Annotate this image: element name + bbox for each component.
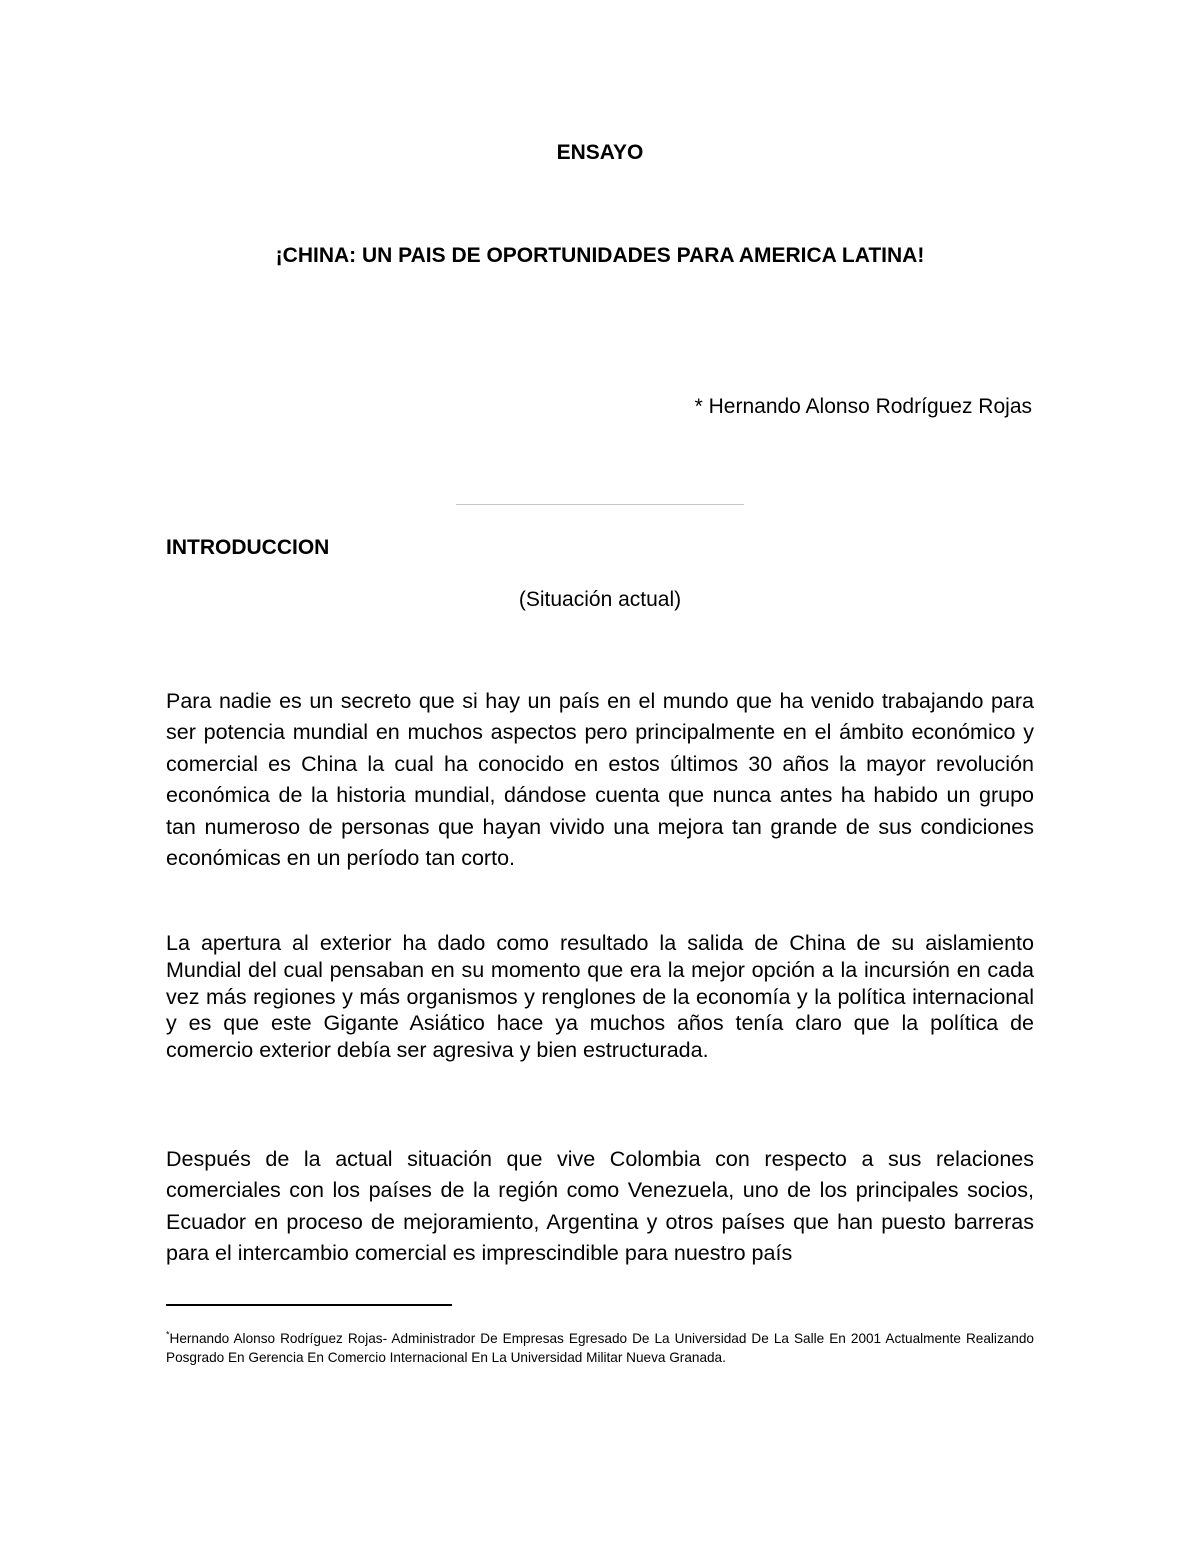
author-line: * Hernando Alonso Rodríguez Rojas [694,395,1032,418]
section-subheading: (Situación actual) [518,588,682,611]
document-label: ENSAYO [556,141,644,164]
document-title: ¡CHINA: UN PAIS DE OPORTUNIDADES PARA AMERICA LATINA! [275,244,925,267]
paragraph: Para nadie es un secreto que si hay un país en el mundo que ha venido trabajando para ser potencia mundial en muchos aspectos pero principalmente en el ámbito económico y comercial es China la cual ha conocido en estos últimos 30 años la mayor revolución económica de la historia mundial, dándose cuenta que nunca antes ha habido un grupo tan numeroso de personas que hayan vivido una mejora tan grande de sus condiciones económicas en un período tan corto. [166,689,1034,871]
footnote-marker: * [166,1329,170,1340]
section-heading: INTRODUCCION [166,536,330,559]
footnote-text: Hernando Alonso Rodríguez Rojas- Administrador De Empresas Egresado De La Universidad De La Salle En 2001 Actualmente Realizando Posgrado En Gerencia En Comercio Internacional En La Universidad Militar Nueva Granada. [166,1331,1034,1365]
paragraph: La apertura al exterior ha dado como resultado la salida de China de su aislamiento Mundial del cual pensaban en su momento que era la mejor opción a la incursión en cada vez más regiones y más organismos y renglones de la economía y la política internacional y es que este Gigante Asiático hace ya muchos años tenía claro que la política de comercio exterior debía ser agresiva y bien estructurada. [166,931,1034,1063]
divider-line [456,504,744,505]
paragraph: Después de la actual situación que vive Colombia con respecto a sus relaciones comerciales con los países de la región como Venezuela, uno de los principales socios, Ecuador en proceso de mejoramiento, Argentina y otros países que han puesto barreras para el intercambio comercial es imprescindible para nuestro país [166,1147,1034,1266]
footnote [166,1329,1034,1367]
footnote-separator [166,1304,452,1306]
